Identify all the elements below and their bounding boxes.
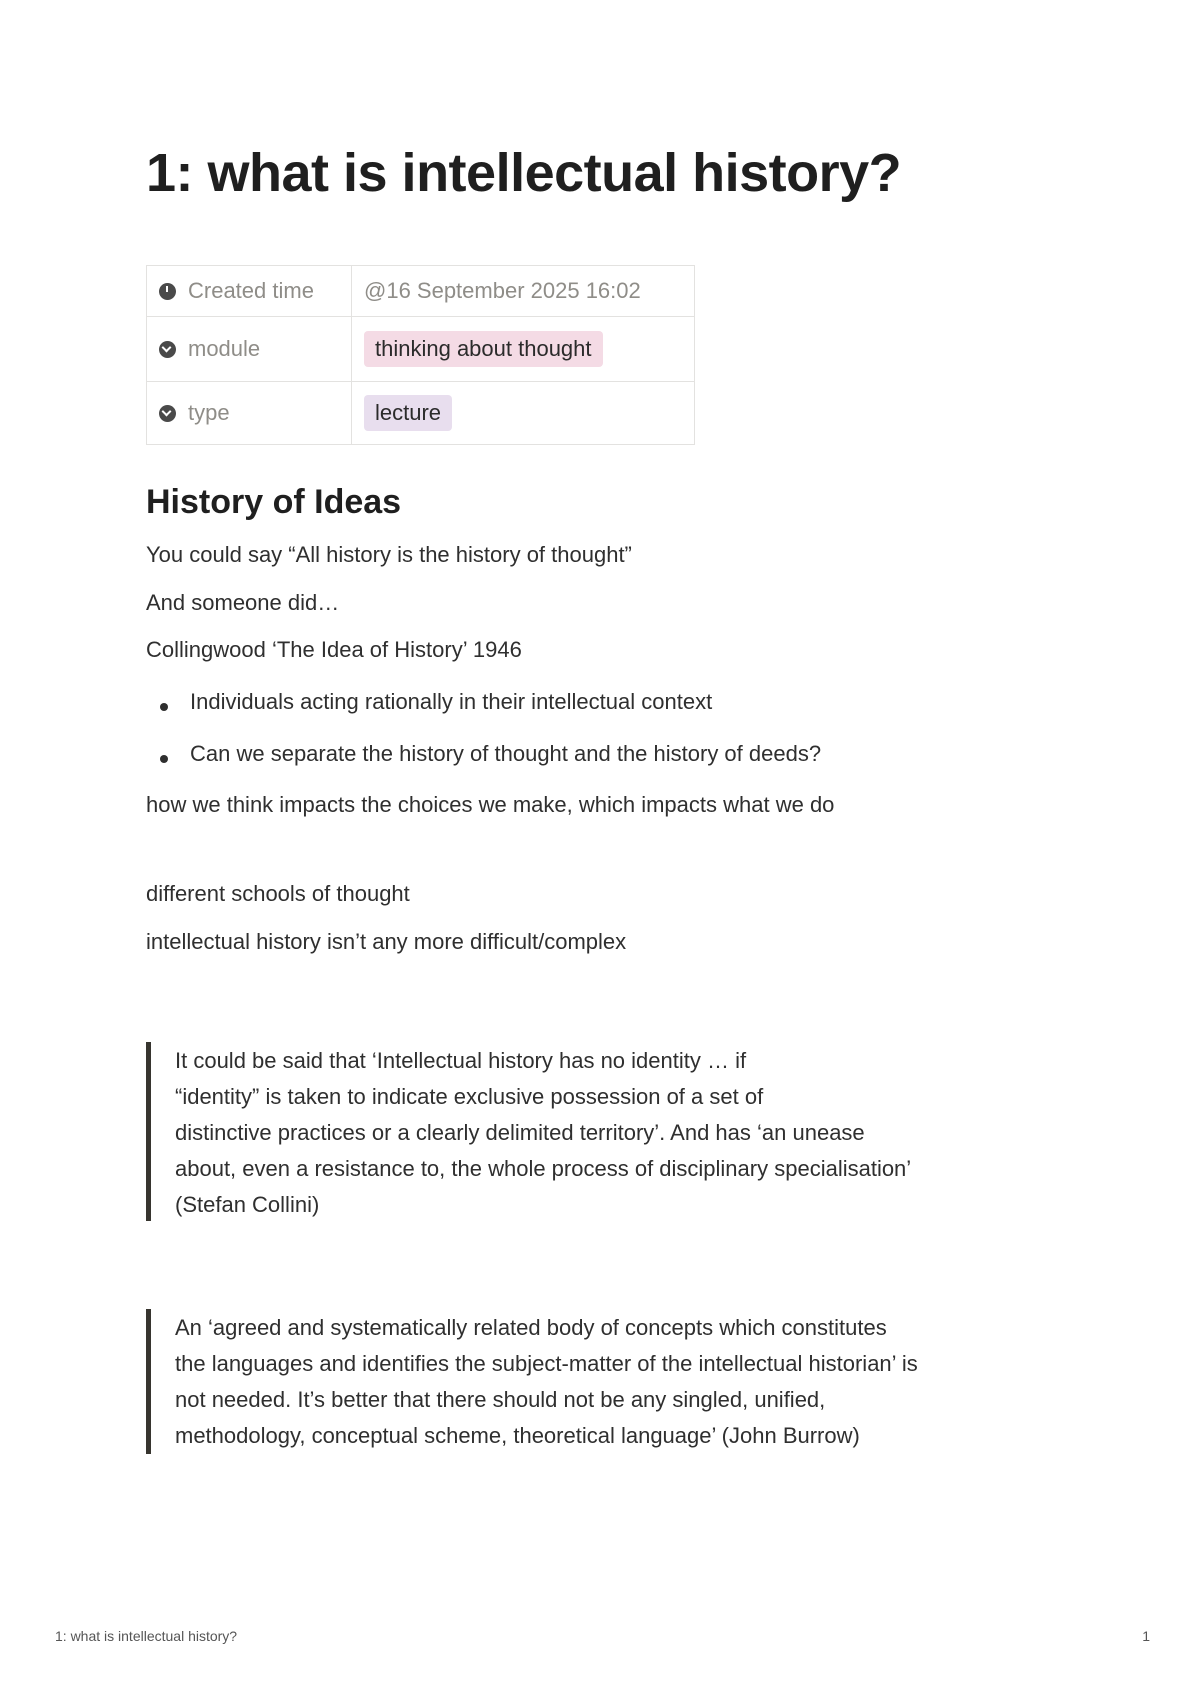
bullet-dot <box>160 703 168 711</box>
property-value <box>352 317 695 382</box>
footer-title: 1: what is intellectual history? <box>55 1628 238 1644</box>
property-key <box>147 382 352 445</box>
properties-table <box>146 265 695 445</box>
quote-line: distinctive practices or a clearly delimited territory’. And has ‘an unease <box>175 1120 865 1145</box>
property-value <box>352 382 695 445</box>
quote-line: It could be said that ‘Intellectual history has no identity … if <box>175 1048 747 1073</box>
blockquote <box>146 1309 1066 1454</box>
select-icon <box>159 405 176 422</box>
list-item: Can we separate the history of thought and the history of deeds? <box>190 741 822 766</box>
clock-icon <box>159 283 176 300</box>
quote-line: not needed. It’s better that there should not be any singled, unified, <box>175 1387 826 1412</box>
property-row-module <box>147 317 695 382</box>
list-item: Individuals acting rationally in their intellectual context <box>190 689 713 714</box>
property-key <box>147 266 352 317</box>
paragraph: Collingwood ‘The Idea of History’ 1946 <box>146 637 522 662</box>
property-value: @16 September 2025 16:02 <box>352 266 695 317</box>
bullet-dot <box>160 755 168 763</box>
quote-line: about, even a resistance to, the whole process of disciplinary specialisation’ <box>175 1156 912 1181</box>
quote-line: the languages and identifies the subject-matter of the intellectual historian’ is <box>175 1351 918 1376</box>
module-tag: thinking about thought <box>364 331 603 367</box>
select-icon <box>159 341 176 358</box>
property-key-label: type <box>188 400 230 425</box>
quote-line: methodology, conceptual scheme, theoretical language’ (John Burrow) <box>175 1423 860 1448</box>
page-number: 1 <box>1142 1628 1150 1644</box>
property-row-created-time <box>147 266 695 317</box>
property-key <box>147 317 352 382</box>
section-heading: History of Ideas <box>146 483 402 521</box>
quote-line: “identity” is taken to indicate exclusive possession of a set of <box>175 1084 764 1109</box>
blockquote <box>146 1042 1066 1221</box>
type-tag: lecture <box>364 395 452 431</box>
paragraph: And someone did… <box>146 590 340 615</box>
paragraph: how we think impacts the choices we make, which impacts what we do <box>146 792 835 817</box>
paragraph: You could say “All history is the history of thought” <box>146 542 632 567</box>
quote-line: (Stefan Collini) <box>175 1192 320 1217</box>
paragraph: intellectual history isn’t any more difficult/complex <box>146 929 627 954</box>
paragraph: different schools of thought <box>146 881 410 906</box>
property-key-label: module <box>188 336 261 361</box>
property-row-type <box>147 382 695 445</box>
page-title: 1: what is intellectual history? <box>146 143 902 203</box>
quote-line: An ‘agreed and systematically related body of concepts which constitutes <box>175 1315 887 1340</box>
property-key-label: Created time <box>188 278 314 303</box>
